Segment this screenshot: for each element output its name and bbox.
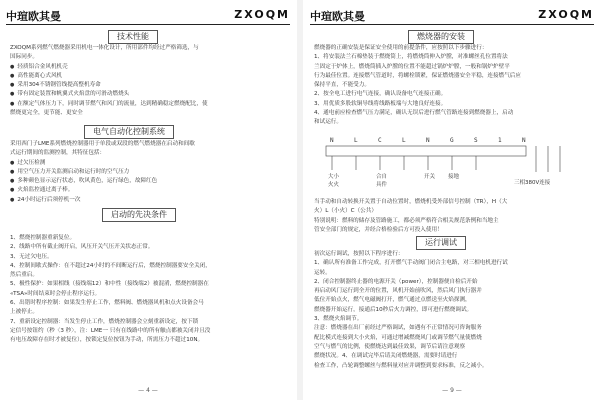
installation-line: 保持平直，不能受力。 [314,82,370,89]
intro-line: 国际同步。 [10,54,38,61]
feature-item: ● 在额定气体压力下，同时调节燃气和风门的流量，达到精确稳定燃烧配比，使 [10,100,288,109]
section-title-prerequisites: 启动的先决条件 [102,208,176,222]
commissioning-line: 3、燃烧火焰调节。 [314,316,363,323]
installation-notes [314,198,592,235]
wiring-diagram [324,132,576,194]
installation-note: 当手动和自动转换开关置于自动位置时，燃烧机受外部信号控制（TR），H（大 [314,199,508,205]
section-title-commissioning: 运行调试 [416,236,466,250]
commissioning-line: 初次运行调试，按照以下程序进行： [314,251,404,257]
prerequisite-line: 有电压故障存在时才被复位），按锁定复位按钮为手动，所需压力不超过10N。 [10,337,204,344]
header [6,8,290,22]
commissioning-line: 注意：燃烧器在出厂前经过严格调试，如遇有不正常情况可咨询服务 [314,325,482,332]
diagram-caption: 开关 [424,174,436,180]
installation-line: 和试运行。 [314,119,342,126]
commissioning-line: 1、确认所有准备工作完成，打开燃气手动阀门闭合主电路，对三相电机进行试 [314,260,508,267]
electrical-item: ● 24小时运行后须停机一次 [10,196,288,205]
diagram-caption: 具件 [376,182,388,188]
section-title-technical: 技术性能 [108,30,158,44]
page-gutter [297,0,303,400]
electrical-item: ● 用空气压力开关监测启动和运行时的空气压力 [10,168,288,177]
prerequisite-line: 7、重新设定控制器：当发生停止工作，燃烧控制器会立刻重新设定，按下锁 [10,318,199,325]
commissioning-line: 2、闭合控制器终止器的电源开关（power），控制器便自检后开始 [314,278,478,285]
prerequisite-line: 1、燃烧控制器重新复位。 [10,235,76,241]
commissioning-line: 燃烧器开始运行，接通后10秒后火力调控，即可进行燃烧调试。 [314,306,473,313]
feature-item: ● 带有固定装置和帆翼式火焰盘的可滑动燃烧头 [10,90,288,99]
brand-code: ZXOQM [538,8,594,21]
technical-body [10,44,288,118]
feature-item-cont: 燃烧更完全，更节能、更安全 [10,110,83,117]
prerequisites-body [10,234,288,346]
installation-note: 火）L（小火）C（公共） [314,208,377,215]
terminal-label: G [450,137,454,144]
terminal-label: L [354,137,358,144]
commissioning-line: 检查工作，凸轮调整螺丝与燃料量对应并调整到要求标准，反之减小。 [314,362,488,369]
section-title-installation: 燃烧器的安装 [408,30,474,44]
commissioning-line: 燃烧状况。4、在调试完毕后请关闭燃烧器，需要时请进行 [314,353,458,360]
electrical-line: 式运行期间的监测控制，其特征包括： [10,150,106,157]
terminal-label: N [426,137,430,144]
terminal-label: N [522,137,526,144]
diagram-caption: 三相380V连接 [514,180,551,186]
prerequisite-line: 然后重启。 [10,272,38,279]
prerequisite-line: «TSA»时间结束时会停止程序运行。 [10,290,101,297]
electrical-line: 采用西门子LME系列燃烧控制器用于单段或双段的燃气燃烧器在启动和间歇 [10,141,195,147]
commissioning-line: 配比模式连接到大小火焰，可通过增减燃烧风门或调节燃气量使燃烧 [314,334,482,341]
installation-line: 1、将安装法兰石棉垫装于燃烧筒上，将燃烧筒伸入炉膛，对准螺丝孔位置将法 [314,54,508,61]
terminal-label: L [402,137,406,144]
terminal-label: N [330,137,334,144]
brand-name: 中瑄欧其曼 [310,10,365,23]
prerequisite-line: 3、无过欠电压。 [10,253,53,260]
terminal-label: C [378,137,382,144]
electrical-item: ● 火焰监控通过离子棒。 [10,186,288,195]
diagram-caption: 合自 [376,174,388,180]
diagram-caption: 大小 [328,174,340,180]
diagram-caption: 火火 [328,182,340,188]
brand-name: 中瑄欧其曼 [6,10,61,23]
header-rule [310,24,594,25]
prerequisite-line: 5、极性保护：如果相线（接线端12）和中性（接线端2）被混淆，燃烧控制器在 [10,281,209,288]
commissioning-line: 低位开始点火，燃气电磁阀打开，燃气通过点燃送至火焰探测， [314,297,471,304]
intro-line: ZXOQM系列燃气燃烧器采用机电一体化设计，所用部件均经过严格筛选，与 [10,45,199,51]
commissioning-line: 空气与燃气的比例，使燃烧达到最佳效果，调节后请注意观察 [314,343,466,350]
prerequisite-line: 6、出错时程序控制：如果发生停止工作，燃料阀、燃烧器风机和点火设备会马 [10,300,204,307]
installation-line: 兰固定于炉体上，燃烧筒插入炉膛的位置不能超过锅炉炉膛，一般和锅炉炉壁平 [314,63,510,70]
installation-note: 管安全部门的规定，并经合格检验后方可投入使用！ [314,226,443,233]
header-rule [6,24,290,25]
installation-body [314,44,592,128]
prerequisite-line: 上被停止。 [10,309,38,316]
electrical-body [10,140,288,205]
prerequisite-line: 4、控制间歇式操作：在不超过24小时的不间断运行后，燃烧控制器要安全关闭， [10,262,211,269]
installation-line: 3、用优质多股软铜导线将线路板端与大地良好连接。 [314,100,447,107]
prerequisite-line: 2、线路中所有截止阀开启，风压开关气压开关状态正常。 [10,244,154,251]
electrical-item: ● 多种颜色显示运行状态，吹风黄色，运行绿色，故障红色 [10,177,288,186]
installation-line: 2、按全电工进行电气连接，确认设备电气连接正确。 [314,91,447,98]
terminal-label: 1 [498,137,502,144]
installation-line: 4、通电前应检查燃气压力满足，确认无误后进行燃气管路连接到燃烧器上，启动 [314,110,514,117]
section-title-electrical: 电气自动化控制系统 [84,125,174,139]
feature-item: ● 轻质铝合金风机机壳 [10,63,288,72]
right-page [304,0,600,400]
page-number: — 9 — [442,387,462,394]
brand-code: ZXOQM [234,8,290,21]
commissioning-body [314,250,592,371]
electrical-item: ● 过欠压检测 [10,159,288,168]
feature-item: ● 采用304不锈钢管线提高整机寿命 [10,81,288,90]
terminal-label: S [474,137,478,144]
header [310,8,594,22]
installation-line: 燃烧器的正确安装是保证安全使用的前提条件，应按照以下步骤进行： [314,45,488,51]
installation-line: 行为最佳位置。连接燃气管道时，将螺栓锁紧，保证燃烧器安全平稳，连接燃气后应 [314,72,521,79]
commissioning-line: 再启动风门运行到全开的位置，风机开始前吹风，然后风门执行器并 [314,288,482,295]
feature-item: ● 高性能离心式风机 [10,72,288,81]
diagram-caption: 接地 [448,174,460,180]
page-number: — 4 — [138,387,158,394]
prerequisite-line: 定信号按钮约（秒〈3 秒〉，注：LME一 只有在线路中的所有触点都被关闭并且没 [10,327,211,334]
left-page [0,0,296,400]
commissioning-line: 运转。 [314,269,331,276]
installation-note: 特别说明：燃料的储存及管路施工，都必须严格符合相关规范条例和当地主 [314,217,499,224]
